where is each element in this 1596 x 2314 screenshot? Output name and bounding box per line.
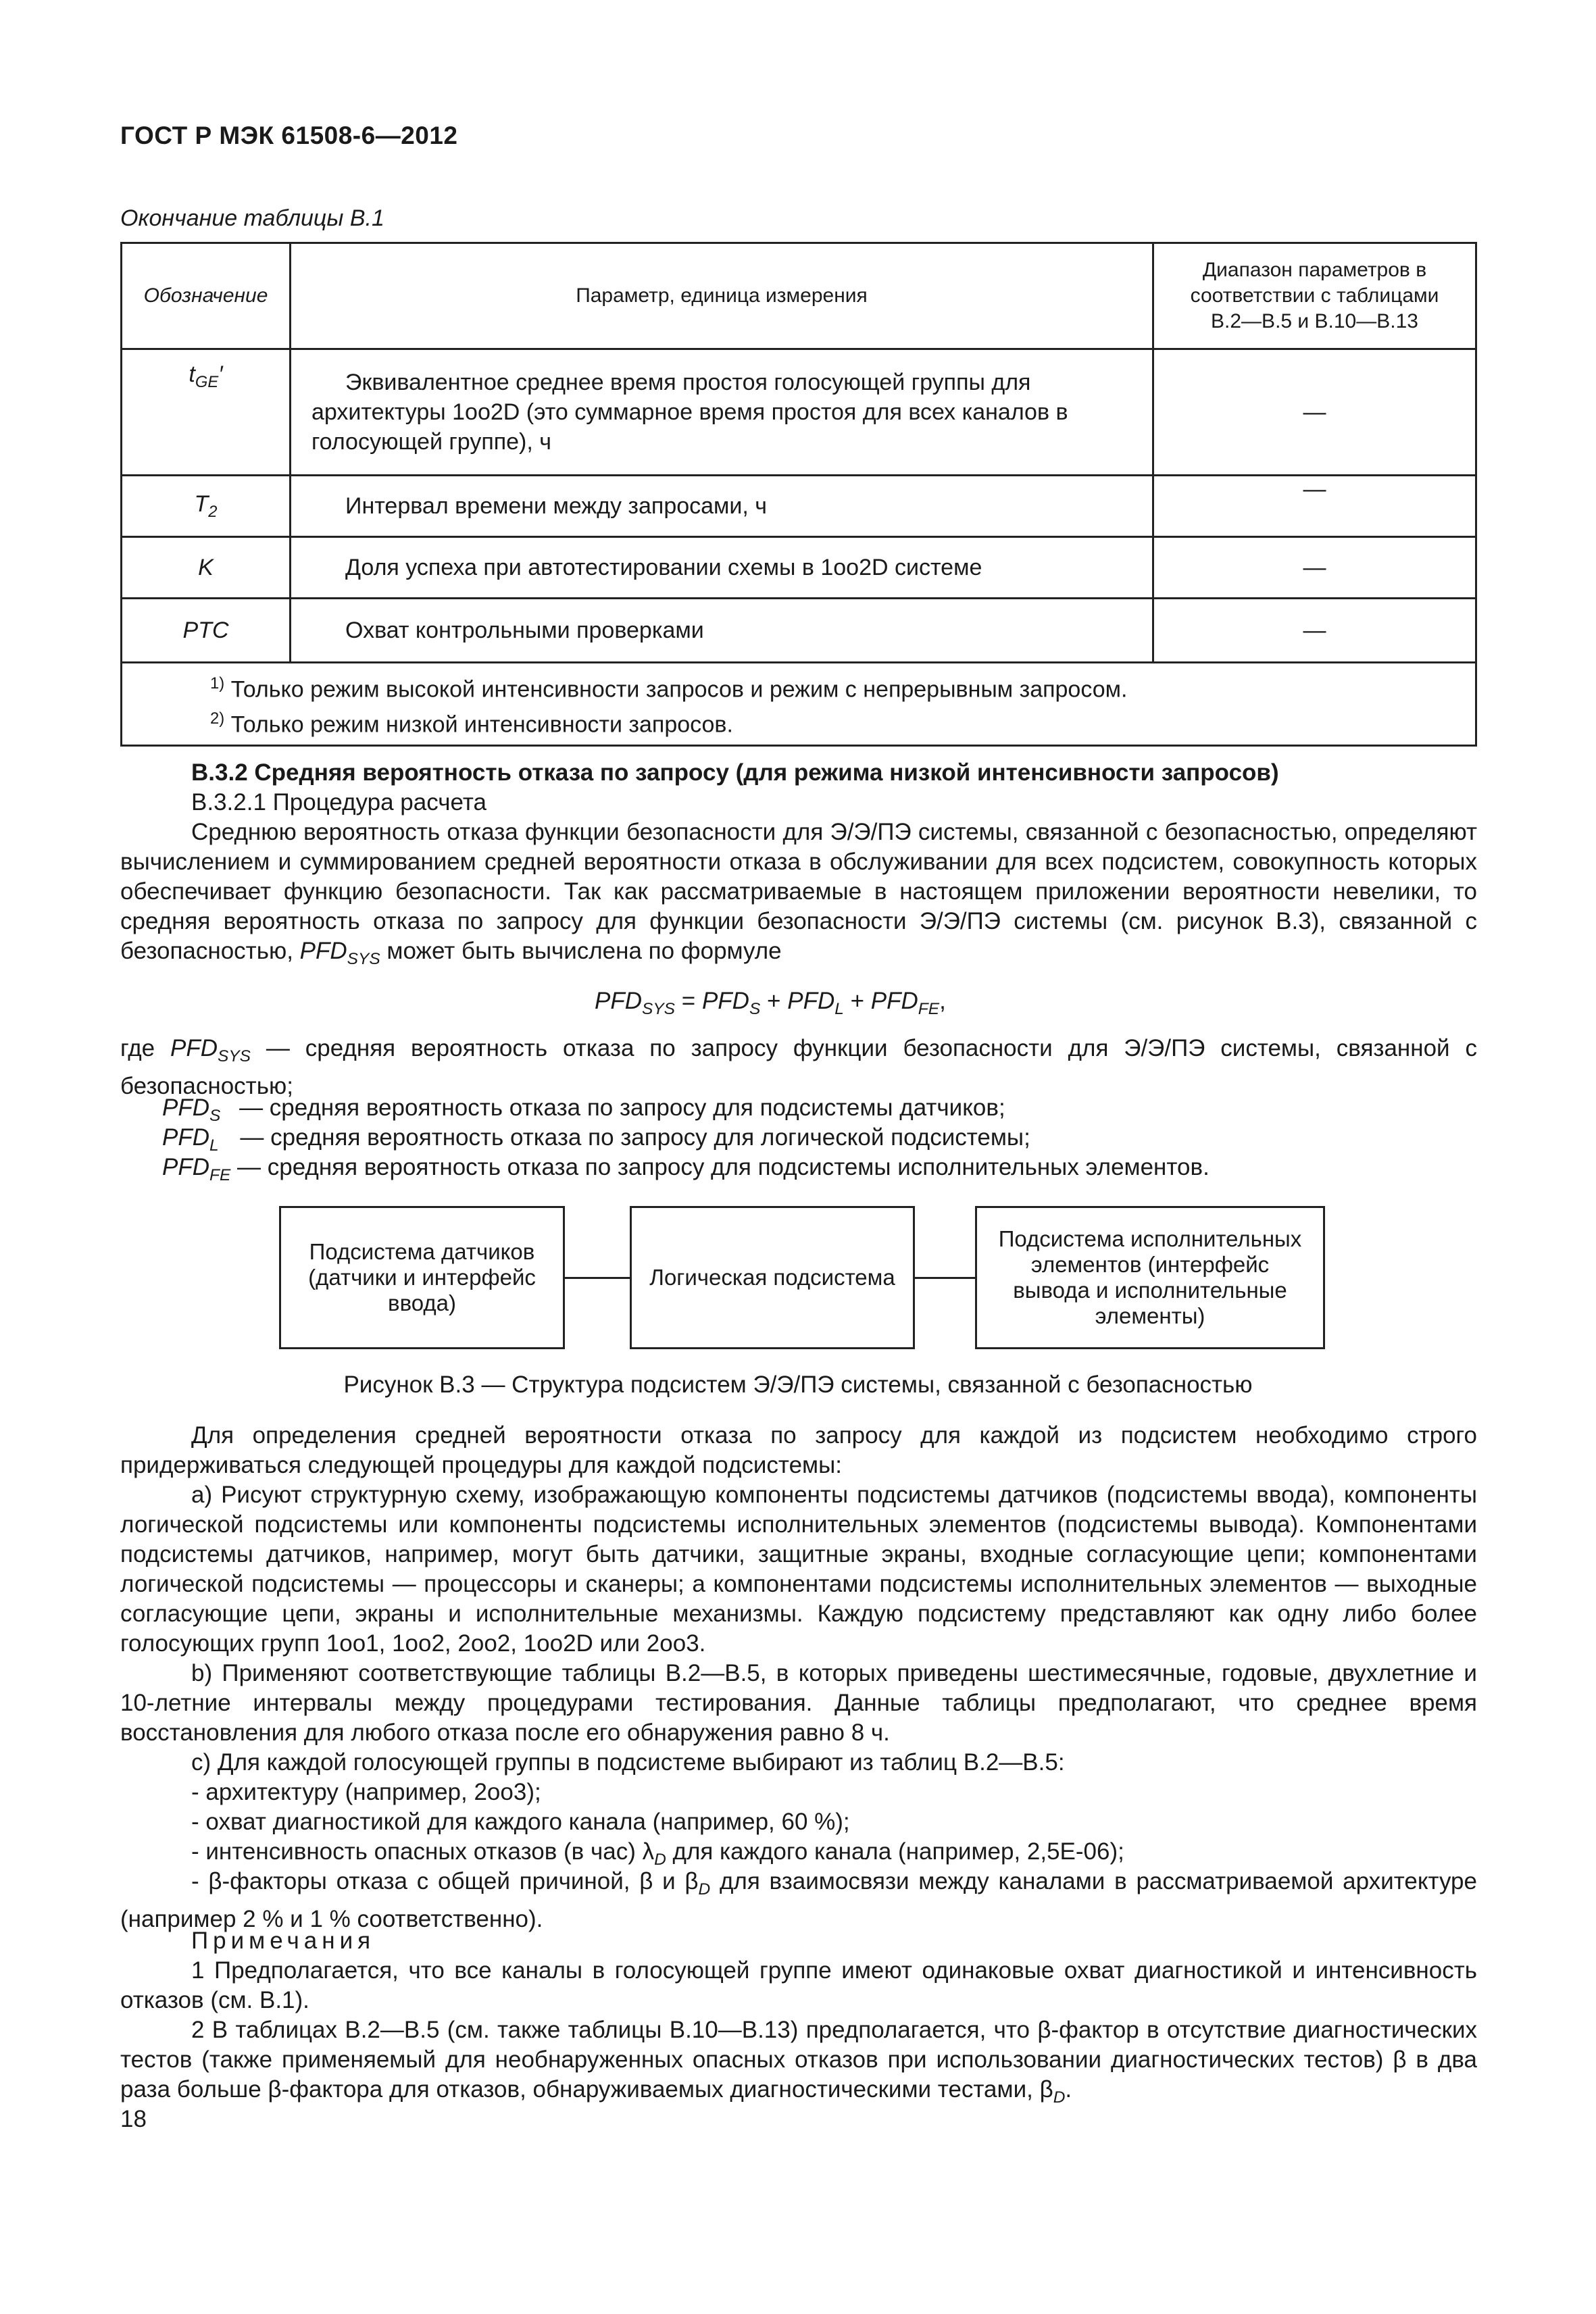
row-parameter: Интервал времени между запросами, ч: [291, 476, 1153, 537]
row-parameter: Доля успеха при автотестировании схемы в 1oo2D системе: [291, 537, 1153, 599]
page-number: 18: [120, 2106, 147, 2132]
table-row: [122, 349, 1476, 476]
procedure-step-b: b) Применяют соответствующие таблицы B.2—B.5, в которых приведены шестимесячные, годовые, двухлетние и 10-летние интервалы между процедурами тестирования. Данные таблицы предполагают, что среднее время восстановления для любого отказа после его обнаружения равно 8 ч.: [120, 1660, 1477, 1746]
section-heading: B.3.2 Средняя вероятность отказа по запросу (для режима низкой интенсивности запросов): [191, 759, 1279, 786]
parameters-table: [120, 242, 1477, 747]
sensor-subsystem-box: Подсистема датчиков (датчики и интерфейс ввода): [279, 1206, 565, 1349]
row-range: —: [1153, 349, 1476, 476]
document-title: ГОСТ Р МЭК 61508-6—2012: [120, 122, 458, 149]
footnote-1: $^{1)}$ Только режим высокой интенсивности запросов и режим с непрерывным запросом.: [210, 674, 1128, 702]
column-header-symbol: Обозначение: [122, 243, 291, 349]
definition-logic: $PFD_L$ — средняя вероятность отказа по запросу для логической подсистемы;: [162, 1124, 1030, 1155]
connector-line: [915, 1277, 975, 1279]
row-parameter: Эквивалентное среднее время простоя голосующей группы для архитектуры 1oo2D (это суммарное время простоя для всех каналов в голосующей группе), ч: [291, 349, 1153, 476]
procedure-intro: Для определения средней вероятности отказа по запросу для каждой из подсистем необходимо строго придерживаться следующей процедуры для каждой подсистемы:: [120, 1422, 1477, 1478]
row-range: —: [1153, 476, 1476, 537]
table-row: [122, 537, 1476, 599]
notes-title: Примечания: [191, 1928, 376, 1954]
step-c-item: - охват диагностикой для каждого канала (например, 60 %);: [191, 1809, 850, 1835]
row-range: —: [1153, 537, 1476, 599]
row-symbol: $t_{GE}'$: [122, 349, 291, 476]
step-c-item: - интенсивность опасных отказов (в час) $\lambda_D$ для каждого канала (например, 2,5E-06);: [191, 1838, 1124, 1869]
step-c-item: - архитектуру (например, 2oo3);: [191, 1779, 541, 1805]
row-symbol: $T_2$: [122, 476, 291, 537]
intro-paragraph: Среднюю вероятность отказа функции безопасности для Э/Э/ПЭ системы, связанной с безопасностью, определяют вычислением и суммированием средней вероятности отказа в обслуживании для всех подсистем, совокупность которых обеспечивает функцию безопасности. Так как рассматриваемые в настоящем приложении вероятности невелики, то средняя вероятность отказа по запросу для функции безопасности Э/Э/ПЭ системы (см. рисунок B.3), связанной с безопасностью, $PFD_{SYS}$ может быть вычислена по формуле: [120, 819, 1477, 968]
footnote-2: $^{2)}$ Только режим низкой интенсивности запросов.: [210, 709, 733, 738]
note-1: 1 Предполагается, что все каналы в голосующей группе имеют одинаковые охват диагностикой и интенсивность отказов (см. B.1).: [120, 1957, 1477, 2013]
procedure-step-a: a) Рисуют структурную схему, изображающую компоненты подсистемы датчиков (подсистемы ввода), компоненты логической подсистемы или компоненты подсистемы исполнительных элементов (подсистемы вывода). Компонентами подсистемы датчиков, например, могут быть датчики, защитные экраны, входные согласующие цепи; компонентами логической подсистемы — процессоры и сканеры; а компонентами подсистемы исполнительных элементов — выходные согласующие цепи, экраны и исполнительные механизмы. Каждую подсистему представляют как одну либо более голосующих групп 1oo1, 1oo2, 2oo2, 1oo2D или 2oo3.: [120, 1482, 1477, 1657]
figure-caption: Рисунок B.3 — Структура подсистем Э/Э/ПЭ системы, связанной с безопасностью: [343, 1372, 1253, 1398]
connector-line: [565, 1277, 630, 1279]
column-header-range: Диапазон параметров в соответствии с таблицами В.2—В.5 и В.10—В.13: [1153, 243, 1476, 349]
note-2: 2 В таблицах B.2—B.5 (см. также таблицы B.10—B.13) предполагается, что β-фактор в отсутствие диагностических тестов (также применяемый для необнаруженных опасных отказов при использовании диагностических тестов) β в два раза больше β-фактора для отказов, обнаруживаемых диагностическими тестами, $\beta_D$.: [120, 2017, 1477, 2107]
row-range: —: [1153, 599, 1476, 663]
table-caption: Окончание таблицы B.1: [120, 205, 384, 231]
table-header-row: [122, 243, 1476, 349]
final-element-subsystem-box: Подсистема исполнительных элементов (интерфейс вывода и исполнительные элементы): [975, 1206, 1325, 1349]
procedure-step-c: c) Для каждой голосующей группы в подсистеме выбирают из таблиц B.2—B.5:: [191, 1749, 1065, 1776]
definition-sensors: $PFD_S$ — средняя вероятность отказа по запросу для подсистемы датчиков;: [162, 1095, 1005, 1125]
definition-final-elements: $PFD_{FE}$ — средняя вероятность отказа по запросу для подсистемы исполнительных элементов.: [162, 1154, 1210, 1184]
subsection-heading: B.3.2.1 Процедура расчета: [191, 789, 487, 815]
logic-subsystem-box: Логическая подсистема: [630, 1206, 915, 1349]
column-header-parameter: Параметр, единица измерения: [291, 243, 1153, 349]
row-symbol: PTC: [122, 599, 291, 663]
step-c-item: - β-факторы отказа с общей причиной, β и $\beta_D$ для взаимосвязи между каналами в рассматриваемой архитектуре (например 2 % и 1 % соответственно).: [120, 1868, 1477, 1932]
definition-sys: где $PFD_{SYS}$ — средняя вероятность отказа по запросу функции безопасности для Э/Э/ПЭ системы, связанной с безопасностью;: [120, 1035, 1477, 1099]
row-parameter: Охват контрольными проверками: [291, 599, 1153, 663]
table-row: [122, 599, 1476, 663]
table-footnotes: [122, 663, 1476, 746]
formula: $PFD_{SYS} = PFD_S + PFD_L + PFD_{FE}$,: [595, 988, 946, 1018]
table-row: [122, 476, 1476, 537]
row-symbol: K: [122, 537, 291, 599]
